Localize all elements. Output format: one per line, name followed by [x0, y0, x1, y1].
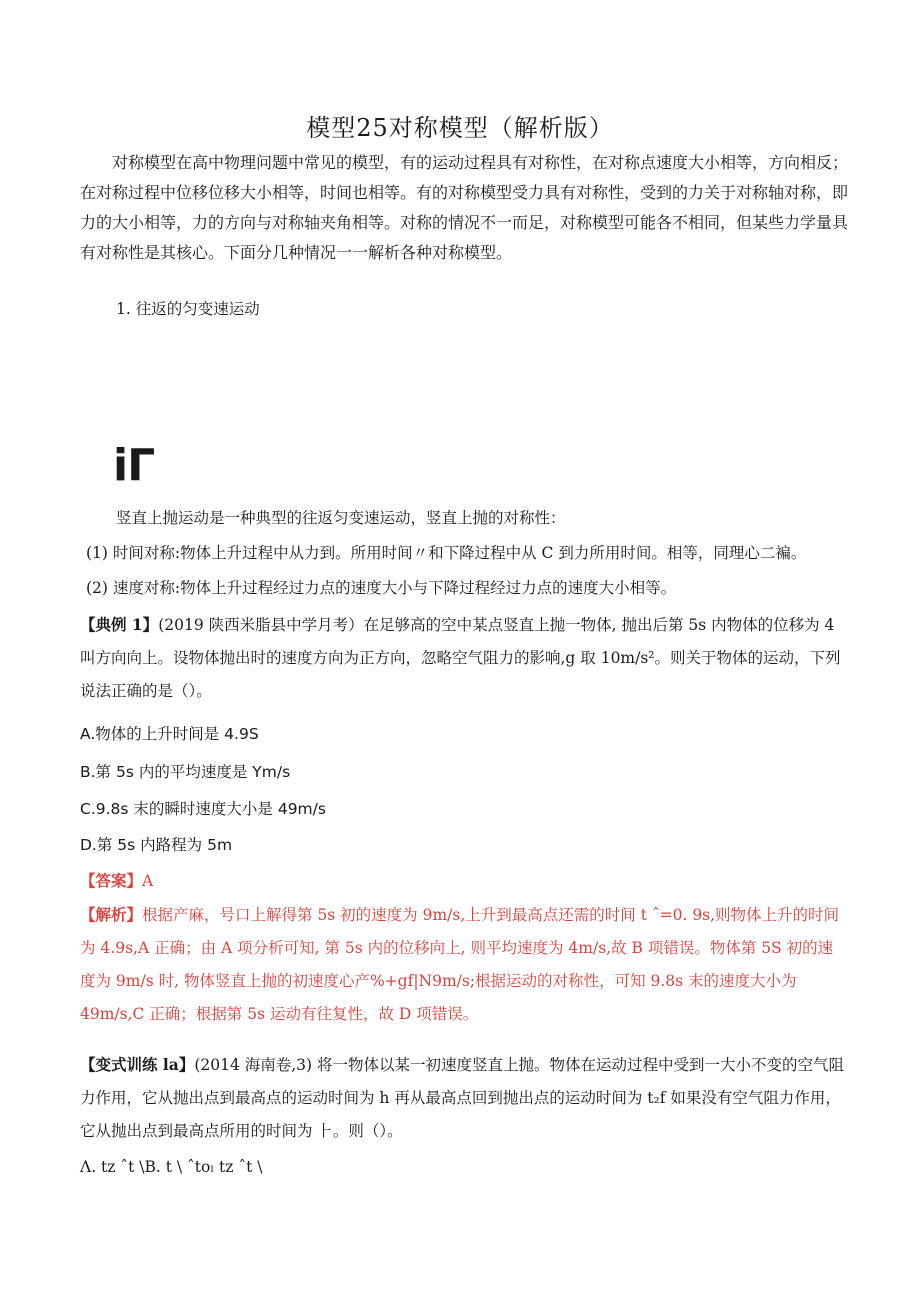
variant-1a-label: 【变式训练 la】	[80, 1055, 195, 1074]
intro-paragraph: 对称模型在高中物理问题中常见的模型，有的运动过程具有对称性，在对称点速度大小相等，方向相反；在对称过程中位移位移大小相等，时间也相等。有的对称模型受力具有对称性，受到的力关于对称轴对称，即力的大小相等，力的方向与对称轴夹角相等。对称的情况不一而足，对称模型可能各不相同，但某些力学量具有对称性是其核心。下面分几种情况一一解析各种对称模型。	[80, 153, 849, 262]
example-1-label: 【典例 1】	[80, 615, 159, 634]
analysis-paragraph	[80, 898, 848, 1031]
symmetry-point-time: (1) 时间对称:物体上升过程中从力到。所用时间〃和下降过程中从 C 到力所用时间。相等，同理心二褊。	[86, 544, 807, 562]
answer-value: A	[142, 872, 154, 890]
analysis-text: 根据产麻，号口上解得第 5s 初的速度为 9m/s,上升到最高点还需的时间 t ˆ=0. 9s,则物体上升的时间为 4.9s,A 正确；由 A 项分析可知, 第 5s 内的位移向上, 则平均速度为 4m/s,故 B 项错误。物体第 5S 初的速度为 9m/s 时, 物体竖直上抛的初速度心产%+gf|N9m/s;根据运动的对称性，可知 9.8s 末的速度大小为 49m/s,C 正确；根据第 5s 运动有往复性，故 D 项错误。	[80, 906, 840, 1023]
variant-1a-options: Λ. tz ˆt \B. t \ ˆtoₗ tz ˆt \	[80, 1158, 263, 1176]
option-c: C.9.8s 末的瞬时速度大小是 49m/s	[80, 800, 326, 818]
symmetry-point-velocity: (2) 速度对称:物体上升过程经过力点的速度大小与下降过程经过力点的速度大小相等。	[86, 579, 677, 597]
variant-1a	[80, 1048, 848, 1148]
option-b: B.第 5s 内的平均速度是 Ym/s	[80, 763, 291, 781]
answer-label: 【答案】	[80, 871, 143, 890]
figure-placeholder-glyph: iΓ	[113, 440, 155, 491]
variant-1a-text: (2014 海南卷,3) 将一物体以某一初速度竖直上抛。物体在运动过程中受到一大小不变的空气阻力作用，它从抛出点到最高点的运动时间为 h 再从最高点回到抛出点的运动时间为 t₂f 如果没有空气阻力作用，它从抛出点到最高点所用的时间为 ⺊。则（）。	[80, 1056, 845, 1140]
page-title: 模型25对称模型（解析版）	[306, 114, 614, 142]
example-1	[80, 608, 848, 708]
vertical-throw-intro: 竖直上抛运动是一种典型的往返匀变速运动，竖直上抛的对称性：	[116, 509, 566, 527]
option-a: A.物体的上升时间是 4.9S	[80, 725, 259, 743]
section-heading: 1. 往返的匀变速运动	[116, 300, 260, 318]
analysis-label: 【解析】	[80, 905, 143, 924]
option-d: D.第 5s 内路程为 5m	[80, 836, 233, 854]
example-1-text: (2019 陕西米脂县中学月考）在足够高的空中某点竖直上抛一物体, 抛出后第 5s 内物体的位移为 4 叫方向向上。设物体抛出时的速度方向为正方向，忽略空气阻力的影响,g 取 10m/s²。则关于物体的运动，下列说法正确的是（）。	[80, 616, 841, 700]
answer-line	[80, 869, 153, 891]
